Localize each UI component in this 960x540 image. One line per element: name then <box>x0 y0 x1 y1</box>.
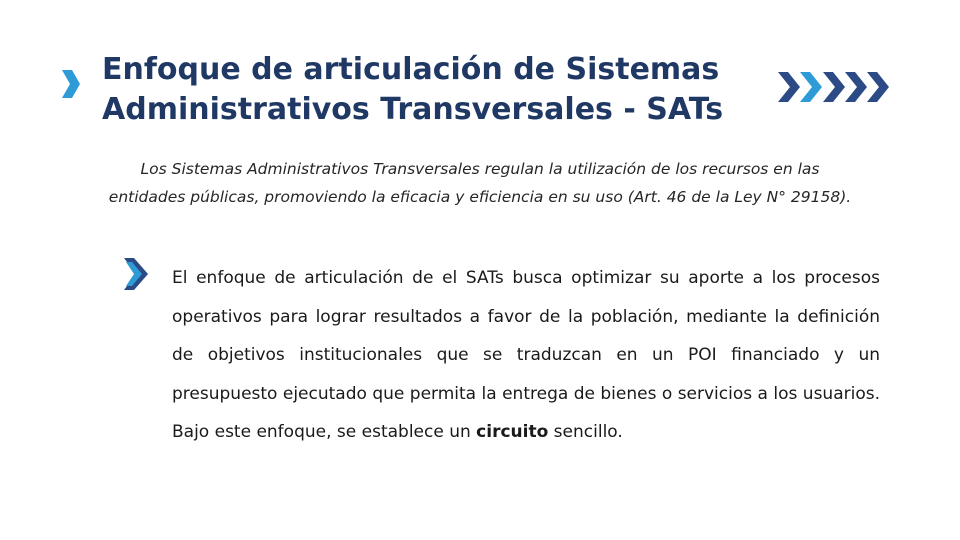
chevron-right-icon <box>62 70 80 98</box>
body-bold-word: circuito <box>476 422 549 442</box>
body-text-before: El enfoque de articulación de el SATs busca optimizar su aporte a los procesos operativos para lograr resultados a favor de la población, mediante la definición de objetivos institucionales que se traduzcan en un POI financiado y un presupuesto ejecutado que permita la entrega de bienes o servicios a los usuarios. Bajo este enfoque, se establece un <box>172 268 880 442</box>
chevron-row-icon <box>778 72 890 102</box>
slide-subtitle: Los Sistemas Administrativos Transversales regulan la utilización de los recursos en las entidades públicas, promoviendo la eficacia y eficiencia en su uso (Art. 46 de la Ley N° 29158). <box>108 160 852 206</box>
body-paragraph <box>172 259 880 452</box>
chevron-bullet-icon <box>124 258 150 290</box>
body-text-after: sencillo. <box>548 422 623 442</box>
slide-title: Enfoque de articulación de Sistemas Administrativos Transversales - SATs <box>102 52 724 127</box>
